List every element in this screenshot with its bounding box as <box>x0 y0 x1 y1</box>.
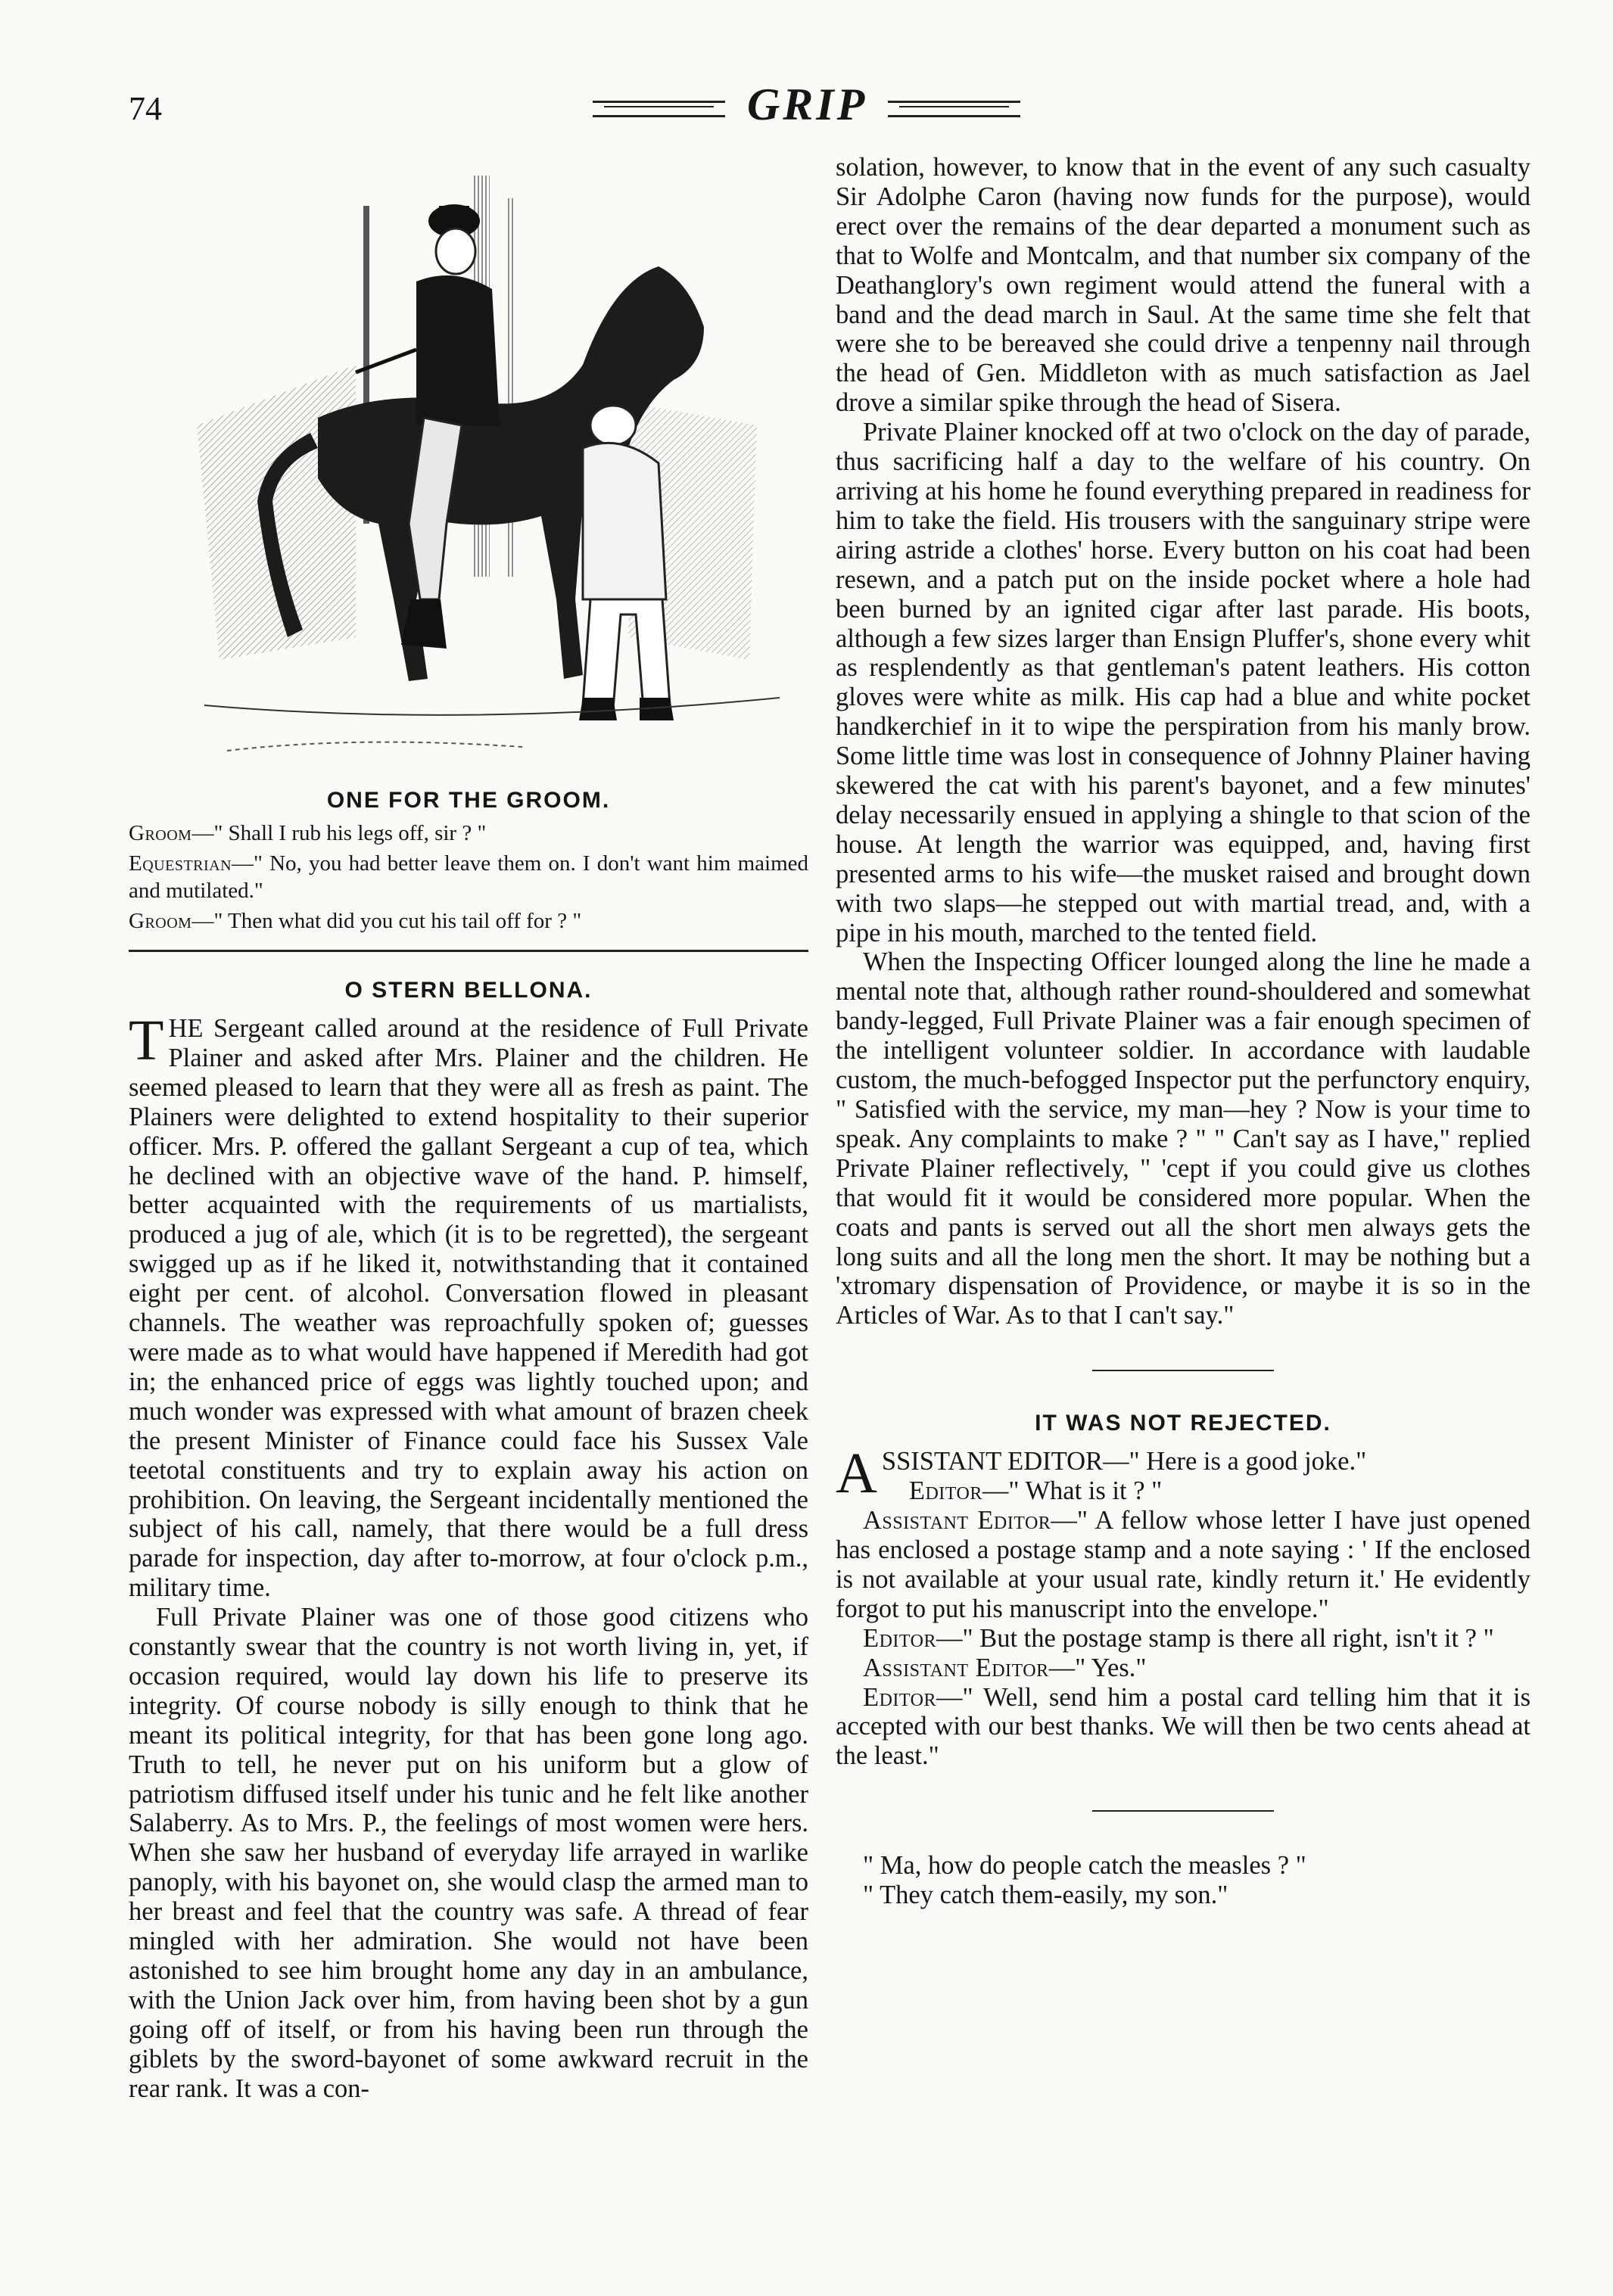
masthead-title: GRIP <box>746 79 867 129</box>
section-divider <box>1092 1810 1274 1812</box>
speaker: Assistant Editor <box>863 1506 1051 1535</box>
dialogue-line <box>836 1624 1530 1654</box>
speaker: Groom <box>129 909 192 933</box>
page-number: 74 <box>129 90 162 127</box>
cartoon-illustration <box>129 176 808 777</box>
line-text: —" Well, send him a postal card telling him that it is accepted with our best thanks. We will then be two cents ahead at the least." <box>836 1682 1530 1771</box>
section-divider <box>129 950 808 952</box>
dialogue-line <box>836 1476 1530 1506</box>
speaker: Equestrian <box>129 851 232 876</box>
cartoon-line <box>129 907 808 935</box>
line-text: —" Then what did you cut his tail off for ? " <box>192 909 582 933</box>
article-paragraph: THE Sergeant called around at the residence of Full Private Plainer and asked after Mrs. Plainer and the children. He seemed pleased to learn that they were all as fresh as paint. The Plainers were delighted to extend hospitality to their superior officer. Mrs. P. offered the gallant Sergeant a cup of tea, which he declined with an objective wave of the hand. P. himself, better acquainted with the requirements of us martialists, produced a jug of ale, which (it is to be regretted), the sergeant swigged up as if he liked it, notwithstanding that it contained eight per cent. of alcohol. Conversation flowed in pleasant channels. The weather was reproachfully spoken of; guesses were made as to what would have happened if Meredith had got in; the enhanced price of eggs was lightly touched upon; and much wonder was expressed with what amount of brazen cheek the present Minister of Finance could face his Sussex Vale teetotal constituents and try to explain away his action on prohibition. On leaving, the Sergeant incidentally mentioned the subject of his call, namely, that there would be a full dress parade for inspection, day after to-morrow, at four o'clock p.m., military time. <box>129 1009 808 1603</box>
line-text: —" A fellow whose letter I have just opened has enclosed a postage stamp and a note saying : ' If the enclosed is not available at your usual rate, kindly return it.' He evidently forgot to put his manuscript into the envelope." <box>836 1506 1531 1623</box>
masthead <box>0 79 1613 131</box>
line-text: —" Yes." <box>1048 1653 1147 1682</box>
line-text: —" Shall I rub his legs off, sir ? " <box>192 821 487 845</box>
line-text: —" What is it ? " <box>982 1476 1163 1506</box>
speaker: ASSISTANT EDITOR <box>836 1442 1104 1506</box>
article-paragraph: Private Plainer knocked off at two o'clock on the day of parade, thus sacrificing half a day to the welfare of his country. On arriving at his home he found everything prepared in readiness for him to take the field. His trousers with the sanguinary stripe were airing astride a clothes' horse. Every button on his coat had been resewn, and a patch put on the inside pocket where a hole had been burned by an ignited cigar after last parade. His boots, although a few sizes larger than Ensign Pluffer's, shone every whit as resplendently as that gentleman's patent leathers. His cotton gloves were white as milk. His cap had a blue and white pocket handkerchief in it to wipe the perspiration from his manly brow. Some little time was lost in consequence of Johnny Plainer having skewered the cat with his parent's bayonet, and a few minutes' delay necessarily ensued in applying a shingle to that scion of the house. At length the warrior was equipped, and, having first presented arms to his wife—the musket raised and brought down with two slaps—he stepped out with martial tread, and, with a pipe in his mouth, marched to the tented field. <box>836 418 1531 947</box>
cartoon-line <box>129 850 808 904</box>
masthead-left-rule <box>593 101 725 117</box>
speaker: Assistant Editor <box>863 1653 1049 1682</box>
line-text: —" No, you had better leave them on. I don't want him maimed and mutilated." <box>129 851 808 903</box>
right-column <box>836 153 1530 1910</box>
speaker: Groom <box>129 821 192 845</box>
dialogue-line <box>836 1506 1530 1624</box>
joke-line: " They catch them-easily, my son." <box>863 1881 1228 1910</box>
article-title: O STERN BELLONA. <box>344 978 593 1003</box>
article-paragraph: When the Inspecting Officer lounged along the line he made a mental note that, although rather round-shouldered and somewhat bandy-legged, Full Private Plainer was a fair enough specimen of the intelligent volunteer soldier. In accordance with laudable custom, the much-befogged Inspector put the perfunctory enquiry, " Satisfied with the service, my man—hey ? Now is your time to speak. Any complaints to make ? " " Can't say as I have," replied Private Plainer reflectively, " 'cept if you could give us clothes that would fit it would be considered more popular. When the coats and pants is served out all the short men always gets the long suits and all the long men the short. It may be nothing but a 'xtromary dispensation of Providence, or maybe it is so in the Articles of War. As to that I can't say." <box>836 947 1530 1330</box>
line-text: —" But the postage stamp is there all right, isn't it ? " <box>936 1623 1494 1653</box>
left-column <box>129 176 808 2104</box>
article-paragraph: solation, however, to know that in the event of any such casualty Sir Adolphe Caron (having now funds for the purpose), would erect over the remains of the dear departed a monument such as that to Wolfe and Montcalm, and that number six company of the Deathanglory's own regiment would attend the funeral with a band and the dead march in Saul. At the same time she felt that were she to be bereaved she could drive a tenpenny nail through the head of Gen. Middleton with as much satisfaction as Jael drove a similar spike through the head of Sisera. <box>836 153 1530 418</box>
speaker: Editor <box>863 1623 936 1653</box>
joke-line: " Ma, how do people catch the measles ? " <box>863 1851 1306 1881</box>
section-divider <box>1092 1370 1274 1371</box>
cartoon-title: ONE FOR THE GROOM. <box>326 788 611 813</box>
article-paragraph: Full Private Plainer was one of those good citizens who constantly swear that the country is not worth living in, yet, if occasion required, would lay down his life to preserve its integrity. Of course nobody is silly enough to think that he meant its political integrity, for that has been gone long ago. Truth to tell, he never put on his uniform but a glow of patriotism diffused itself under his tunic and he felt like another Salaberry. As to Mrs. P., the feelings of most women were hers. When she saw her husband of everyday life arrayed in warlike panoply, with his bayonet on, she would clasp the armed man to her breast and feel that the country was safe. A thread of fear mingled with her admiration. She would not have been astonished to see him brought home any day in an ambulance, with the Union Jack over him, from having been shot by a gun going off of itself, or from his having been run through the giblets by the sword-bayonet of some awkward recruit in the rear rank. It was a con- <box>129 1603 808 2103</box>
speaker: Editor <box>908 1476 982 1506</box>
dialogue-line <box>836 1654 1530 1683</box>
speaker: Editor <box>863 1682 936 1712</box>
cartoon-line <box>129 820 808 847</box>
article-title: IT WAS NOT REJECTED. <box>1035 1411 1331 1436</box>
dialogue-line <box>836 1683 1530 1772</box>
line-text: —" Here is a good joke." <box>1103 1447 1367 1476</box>
masthead-right-rule <box>888 101 1020 117</box>
